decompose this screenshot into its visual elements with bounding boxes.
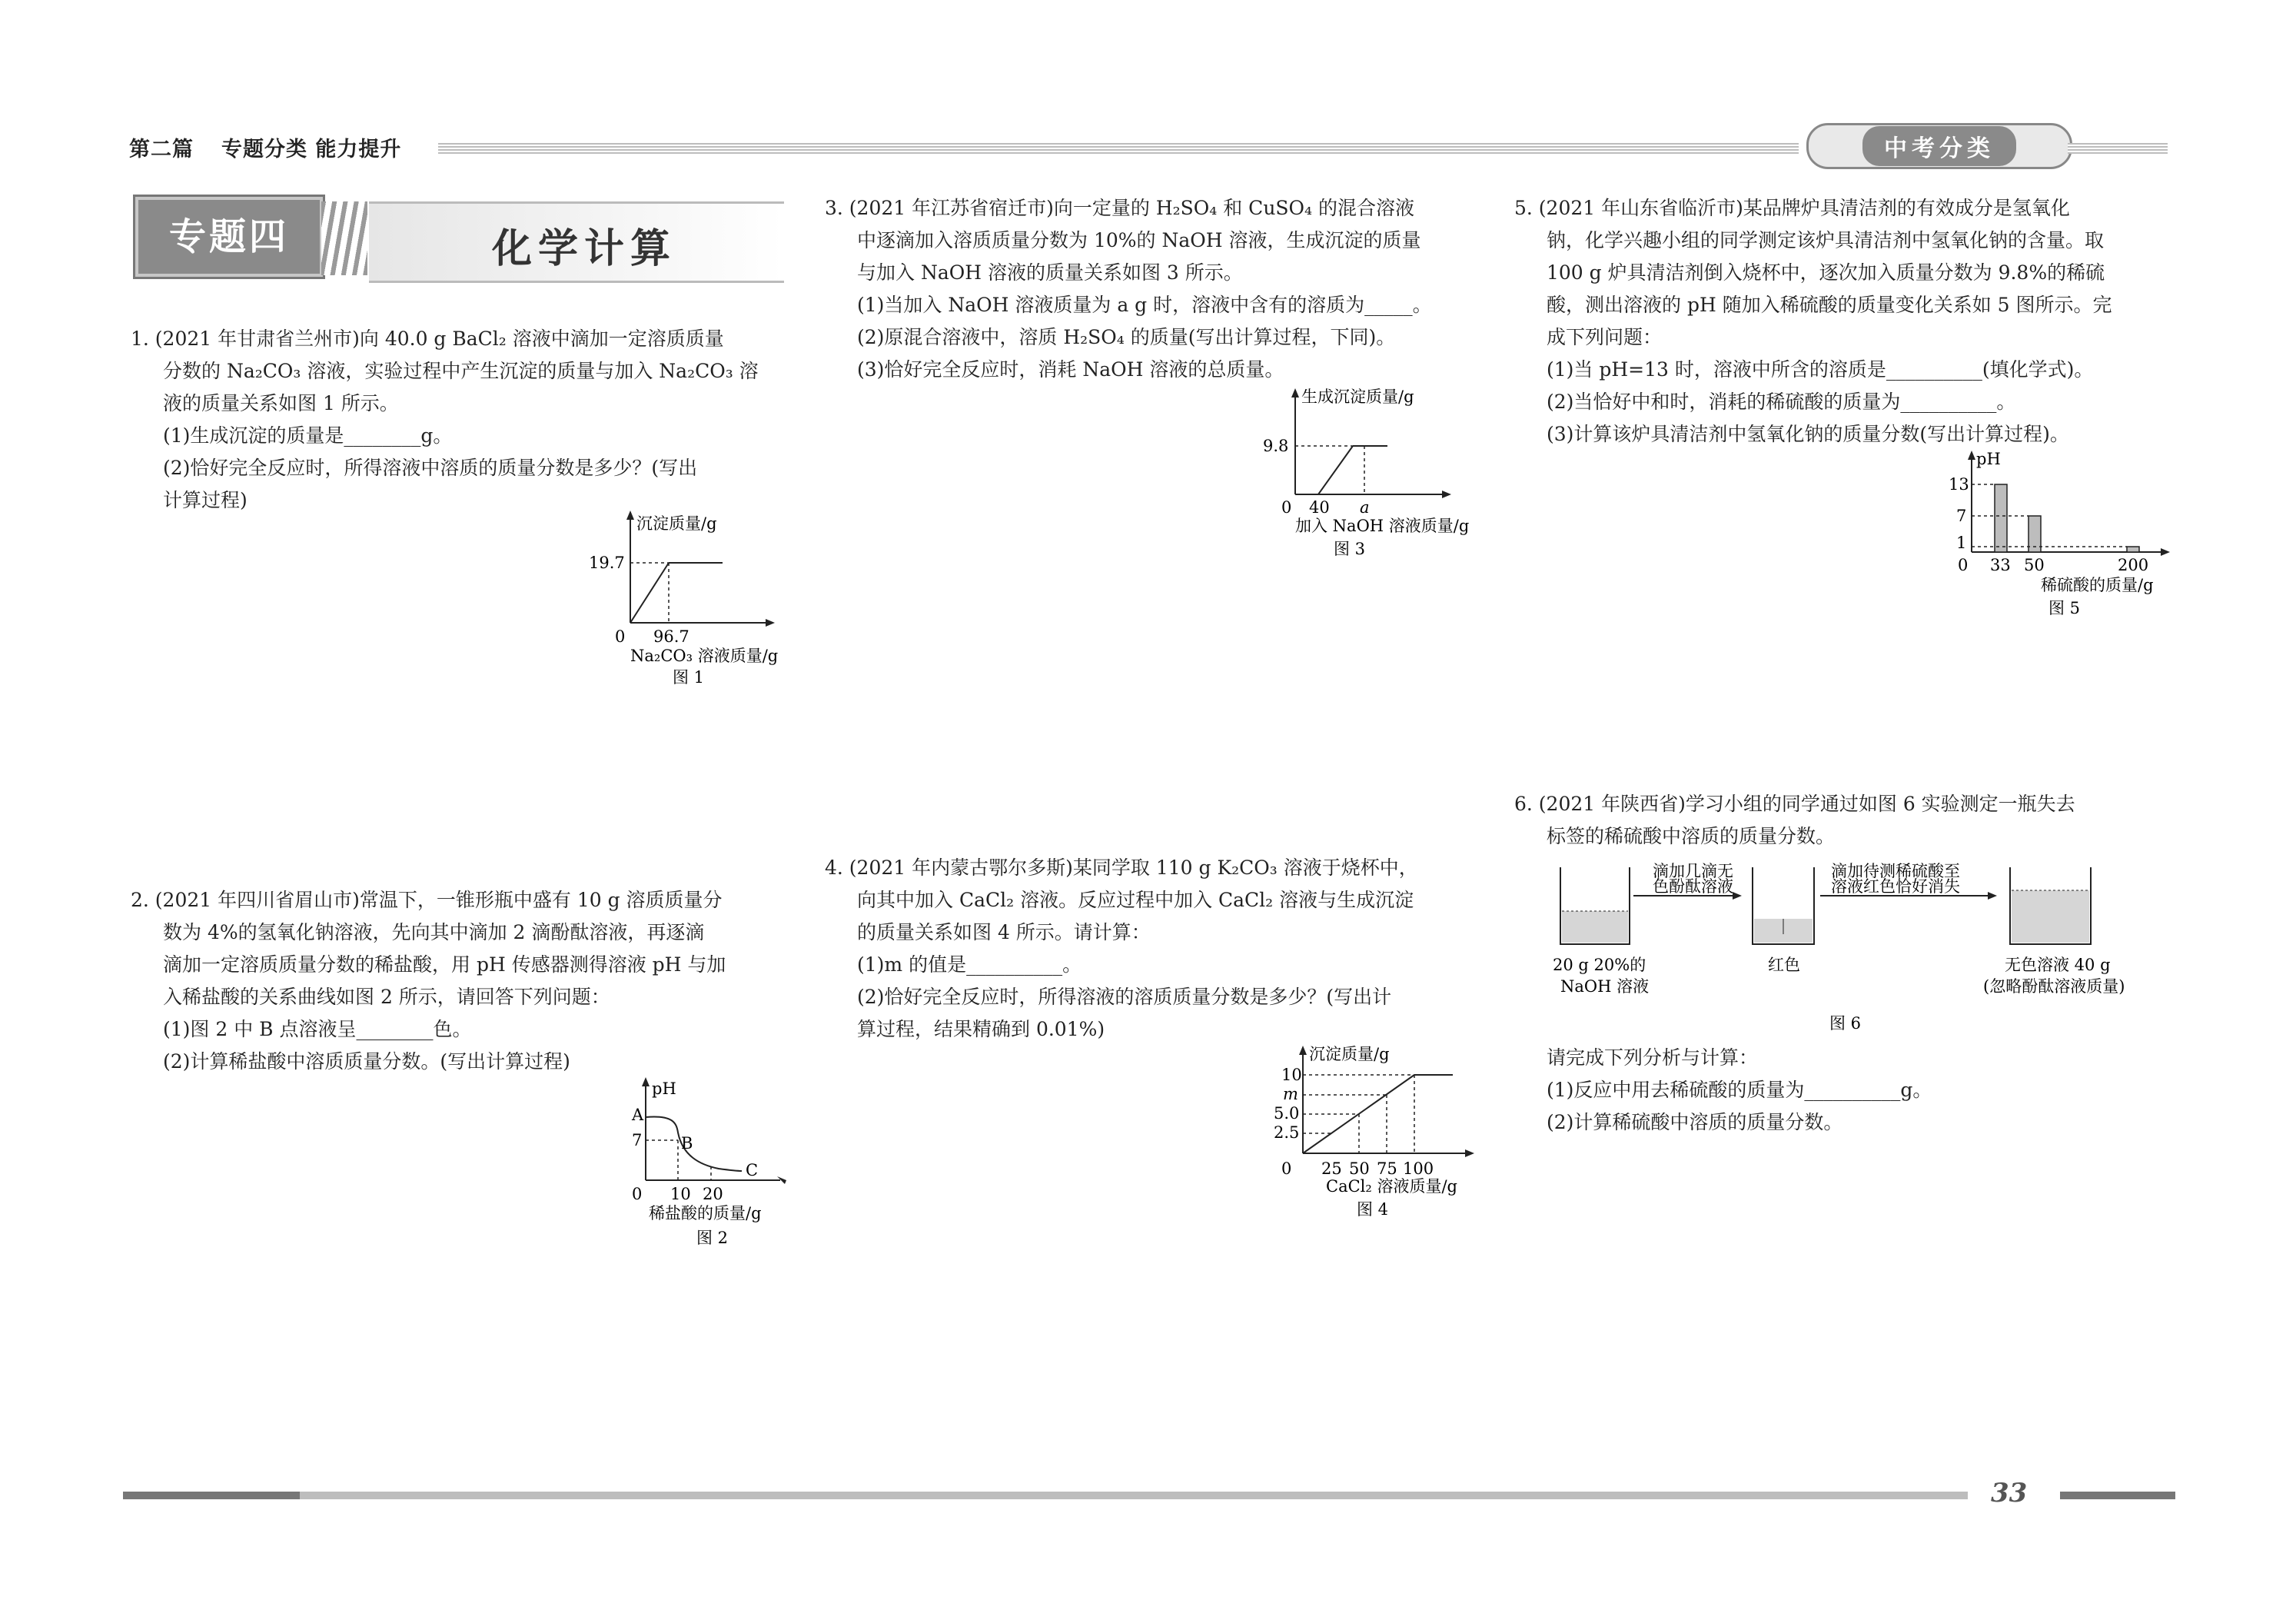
q5-stem-line: 成下列问题： (1547, 326, 1663, 348)
q1-stem-line: 分数的 Na₂CO₃ 溶液，实验过程中产生沉淀的质量与加入 Na₂CO₃ 溶 (163, 360, 759, 382)
fig4-origin: 0 (1281, 1159, 1292, 1178)
q5-stem-line: 钠，化学兴趣小组的同学测定该炉具清洁剂中氢氧化钠的含量。取 (1547, 229, 2105, 251)
beaker-3-liquid (2012, 890, 2089, 943)
fig3-xtick-40: 40 (1309, 498, 1330, 517)
q3-part-1: (1)当加入 NaOH 溶液质量为 a g 时，溶液中含有的溶质为_____。 (857, 294, 1432, 316)
fig5-xtick-33: 33 (1990, 556, 2011, 574)
fig2-ylabel: pH (652, 1079, 676, 1098)
header-rule-right (2068, 143, 2168, 154)
fig3-origin: 0 (1281, 498, 1292, 517)
fig4-caption: 图 4 (1357, 1200, 1389, 1219)
fig5-bar (2127, 547, 2139, 552)
fig4-xtick-50: 50 (1349, 1159, 1370, 1178)
fig2-point-b: B (681, 1134, 693, 1153)
fig6-caption: 图 6 (1829, 1014, 1862, 1033)
q1-stem-line: 1. (2021 年甘肃省兰州市)向 40.0 g BaCl₂ 溶液中滴加一定溶质质量 (131, 328, 724, 350)
figure-2-chart (615, 1073, 815, 1257)
page-number: 33 (1991, 1478, 2028, 1509)
fig2-xlabel: 稀盐酸的质量/g (649, 1204, 762, 1222)
fig1-xtick: 96.7 (653, 627, 689, 646)
q1-stem-line: 液的质量关系如图 1 所示。 (163, 392, 399, 414)
footer-rule-right (2060, 1492, 2175, 1499)
q6-intro: 请完成下列分析与计算： (1547, 1046, 1759, 1069)
part-label: 第二篇 (129, 138, 194, 161)
running-header (129, 132, 429, 162)
figure-6-diagram (1545, 853, 2183, 1038)
fig5-xlabel: 稀硫酸的质量/g (2041, 576, 2154, 594)
q3-stem-line: 3. (2021 年江苏省宿迁市)向一定量的 H₂SO₄ 和 CuSO₄ 的混合溶液 (825, 197, 1415, 219)
fig3-xlabel: 加入 NaOH 溶液质量/g (1295, 517, 1470, 535)
question-5 (1514, 192, 2183, 451)
topic-label-box (135, 197, 323, 277)
arrow-2-label: 滴加待测稀硫酸至 (1831, 862, 1960, 880)
q4-part-2-cont: 算过程，结果精确到 0.01%) (857, 1018, 1105, 1040)
q2-stem-line: 数为 4%的氢氧化钠溶液，先向其中滴加 2 滴酚酞溶液，再逐滴 (163, 921, 705, 943)
beaker-3-label: (忽略酚酞溶液质量) (1983, 977, 2125, 996)
fig4-xtick-75: 75 (1377, 1159, 1397, 1178)
fig4-xlabel: CaCl₂ 溶液质量/g (1326, 1177, 1457, 1196)
fig3-ytick: 9.8 (1263, 437, 1289, 455)
q6-part-2: (2)计算稀硫酸中溶质的质量分数。 (1547, 1111, 1843, 1133)
q1-part-2: (2)恰好完全反应时，所得溶液中溶质的质量分数是多少？(写出 (163, 457, 698, 479)
q6-stem-line: 标签的稀硫酸中溶质的质量分数。 (1547, 825, 1836, 847)
fig4-ytick-10: 10 (1281, 1066, 1302, 1084)
fig1-origin: 0 (615, 627, 626, 646)
footer-rule (300, 1492, 1968, 1499)
fig4-ytick-m: m (1283, 1085, 1298, 1103)
q3-stem-line: 与加入 NaOH 溶液的质量关系如图 3 所示。 (857, 261, 1243, 284)
topic-label: 专题四 (168, 215, 289, 258)
q4-part-2: (2)恰好完全反应时，所得溶液的溶质质量分数是多少？(写出计 (857, 986, 1392, 1008)
q2-stem-line: 滴加一定溶质质量分数的稀盐酸，用 pH 传感器测得溶液 pH 与加 (163, 953, 726, 976)
footer-rule-left (123, 1492, 300, 1499)
q5-part-1: (1)当 pH=13 时，溶液中所含的溶质是__________(填化学式)。 (1547, 358, 2094, 381)
q3-stem-line: 中逐滴加入溶质质量分数为 10%的 NaOH 溶液，生成沉淀的质量 (857, 229, 1421, 251)
q3-part-2: (2)原混合溶液中，溶质 H₂SO₄ 的质量(写出计算过程，下同)。 (857, 326, 1396, 348)
arrow-1-label: 色酚酞溶液 (1653, 877, 1733, 896)
fig5-xtick-200: 200 (2118, 556, 2149, 574)
q4-part-1: (1)m 的值是__________。 (857, 953, 1082, 976)
topic-title-box (369, 201, 784, 283)
arrow-1-label: 滴加几滴无 (1653, 862, 1733, 880)
q6-part-1: (1)反应中用去稀硫酸的质量为__________g。 (1547, 1079, 1932, 1101)
q6-stem-line: 6. (2021 年陕西省)学习小组的同学通过如图 6 实验测定一瓶失去 (1514, 793, 2075, 815)
fig1-ylabel: 沉淀质量/g (636, 514, 717, 533)
fig5-ytick-1: 1 (1956, 534, 1967, 552)
beaker-1-label: NaOH 溶液 (1560, 977, 1650, 996)
question-4 (825, 852, 1494, 1046)
q2-stem-line: 入稀盐酸的关系曲线如图 2 所示，请回答下列问题： (163, 986, 610, 1008)
question-2 (131, 884, 792, 1078)
q3-part-3: (3)恰好完全反应时，消耗 NaOH 溶液的总质量。 (857, 358, 1284, 381)
q2-part-2: (2)计算稀盐酸中溶质质量分数。(写出计算过程) (163, 1050, 570, 1073)
q5-part-3: (3)计算该炉具清洁剂中氢氧化钠的质量分数(写出计算过程)。 (1547, 423, 2069, 445)
fig5-xtick-50: 50 (2024, 556, 2045, 574)
question-3 (825, 192, 1494, 386)
fig2-point-c: C (746, 1161, 759, 1179)
fig4-ytick-5: 5.0 (1274, 1104, 1300, 1123)
beaker-3-label: 无色溶液 40 g (2005, 956, 2111, 974)
fig2-caption: 图 2 (696, 1229, 729, 1247)
question-6 (1514, 788, 2183, 853)
fig5-caption: 图 5 (2048, 599, 2081, 617)
q4-stem-line: 的质量关系如图 4 所示。请计算： (857, 921, 1151, 943)
section-label: 专题分类 能力提升 (221, 138, 402, 161)
fig4-xtick-100: 100 (1403, 1159, 1434, 1178)
question-1 (131, 323, 792, 517)
figure-4-chart (1264, 1038, 1495, 1230)
q5-part-2: (2)当恰好中和时，消耗的稀硫酸的质量为__________。 (1547, 391, 2016, 413)
fig2-xtick-10: 10 (670, 1185, 691, 1203)
question-6-tasks (1514, 1042, 2183, 1139)
figure-5-chart (1933, 446, 2179, 630)
fig3-caption: 图 3 (1334, 540, 1366, 558)
fig1-ytick: 19.7 (589, 554, 625, 572)
beaker-1-liquid (1562, 911, 1628, 943)
q1-part-2-cont: 计算过程) (163, 489, 248, 511)
fig4-xtick-25: 25 (1321, 1159, 1342, 1178)
fig2-origin: 0 (632, 1185, 643, 1203)
fig5-ytick-7: 7 (1956, 507, 1967, 525)
arrow-2-label: 溶液红色恰好消失 (1831, 877, 1960, 896)
q5-stem-line: 5. (2021 年山东省临沂市)某品牌炉具清洁剂的有效成分是氢氧化 (1514, 197, 2070, 219)
topic-decoration (321, 201, 367, 275)
fig1-xlabel: Na₂CO₃ 溶液质量/g (630, 647, 779, 665)
figure-3-chart (1249, 381, 1495, 565)
q4-stem-line: 4. (2021 年内蒙古鄂尔多斯)某同学取 110 g K₂CO₃ 溶液于烧杯中， (825, 857, 1418, 879)
q5-stem-line: 100 g 炉具清洁剂倒入烧杯中，逐次加入质量分数为 9.8%的稀硫 (1547, 261, 2105, 284)
fig5-ytick-13: 13 (1949, 475, 1969, 494)
fig4-ytick-2-5: 2.5 (1274, 1123, 1300, 1142)
beaker-2-label: 红色 (1768, 956, 1800, 974)
figure-1-chart (569, 507, 799, 692)
fig1-caption: 图 1 (673, 668, 705, 687)
q5-stem-line: 酸，测出溶液的 pH 随加入稀硫酸的质量变化关系如 5 图所示。完 (1547, 294, 2112, 316)
fig5-ylabel: pH (1976, 450, 2001, 468)
fig2-ytick-7: 7 (632, 1131, 643, 1149)
fig4-ylabel: 沉淀质量/g (1309, 1045, 1390, 1063)
fig3-ylabel: 生成沉淀质量/g (1301, 388, 1414, 406)
fig5-bar (1995, 484, 2007, 552)
q2-part-1: (1)图 2 中 B 点溶液呈________色。 (163, 1018, 472, 1040)
q2-stem-line: 2. (2021 年四川省眉山市)常温下，一锥形瓶中盛有 10 g 溶质质量分 (131, 889, 723, 911)
fig5-origin: 0 (1958, 556, 1969, 574)
topic-title: 化学计算 (492, 226, 677, 272)
fig2-point-a: A (632, 1106, 644, 1124)
fig3-xtick-a: a (1360, 498, 1370, 517)
header-rule (438, 143, 1799, 154)
q1-part-1: (1)生成沉淀的质量是________g。 (163, 424, 453, 447)
q4-stem-line: 向其中加入 CaCl₂ 溶液。反应过程中加入 CaCl₂ 溶液与生成沉淀 (857, 889, 1414, 911)
fig2-xtick-20: 20 (703, 1185, 723, 1203)
category-badge (1806, 123, 2072, 169)
beaker-1-label: 20 g 20%的 (1553, 956, 1646, 974)
category-badge-label: 中考分类 (1862, 126, 2016, 166)
